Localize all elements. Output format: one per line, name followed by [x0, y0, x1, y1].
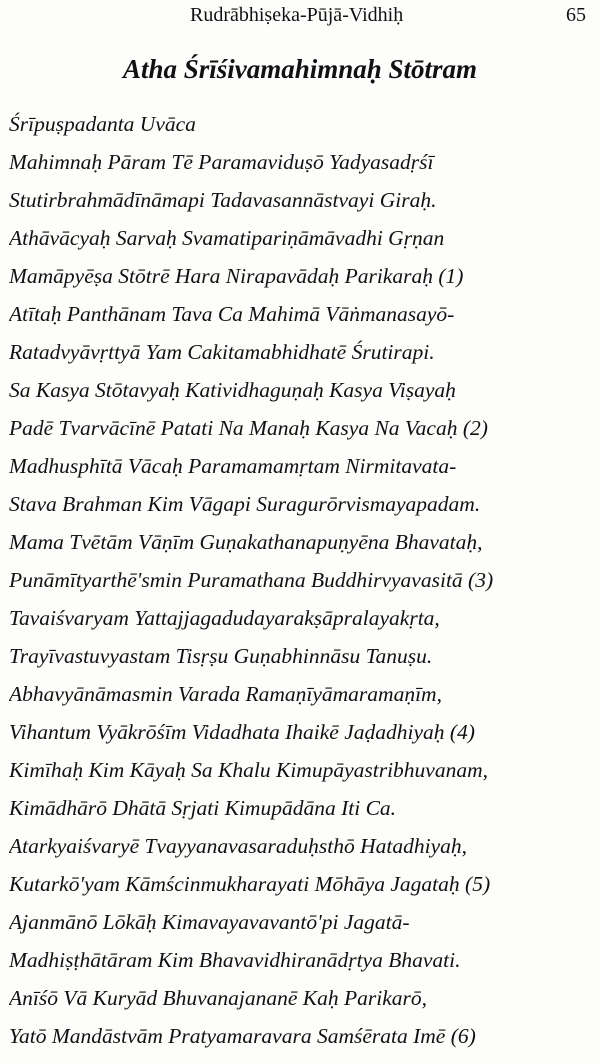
verse-line: Atītaḥ Panthānam Tava Ca Mahimā Vāṅmanasayō-	[9, 302, 455, 326]
verse-line: Athāvācyaḥ Sarvaḥ Svamatipariṇāmāvadhi Gṛṇan	[9, 226, 445, 250]
verse-line: Punāmītyarthē'smin Puramathana Buddhirvyavasitā (3)	[9, 568, 494, 592]
stotra-title: Atha Śrīśivamahimnaḥ Stōtram	[122, 54, 478, 84]
verse-line: Madhusphītā Vācaḥ Paramamamṛtam Nirmitavata-	[9, 454, 457, 478]
verse-line: Sa Kasya Stōtavyaḥ Katividhaguṇaḥ Kasya Viṣayaḥ	[9, 378, 456, 402]
verse-line: Trayīvastuvyastam Tisṛṣu Guṇabhinnāsu Tanuṣu.	[9, 644, 433, 668]
running-title: Rudrābhiṣeka-Pūjā-Vidhiḥ	[190, 4, 404, 26]
verse-line: Stava Brahman Kim Vāgapi Suragurōrvismayapadam.	[9, 492, 481, 516]
verse-line: Kimādhārō Dhātā Sṛjati Kimupādāna Iti Ca.	[9, 796, 397, 820]
running-header	[0, 2, 600, 32]
verse-line: Śrīpuṣpadanta Uvāca	[9, 112, 196, 136]
verse-line: Stutirbrahmādīnāmapi Tadavasannāstvayi Giraḥ.	[9, 188, 437, 212]
verse-line: Madhiṣṭhātāram Kim Bhavavidhiranādṛtya Bhavati.	[9, 948, 461, 972]
verse-list	[9, 108, 597, 1058]
verse-line: Anīśō Vā Kuryād Bhuvanajananē Kaḥ Parikarō,	[9, 986, 428, 1010]
verse-line: Ratadvyāvṛttyā Yam Cakitamabhidhatē Śrutirapi.	[9, 340, 435, 364]
verse-line: Mama Tvētām Vāṇīm Guṇakathanapuṇyēna Bhavataḥ,	[9, 530, 483, 554]
verse-line: Atarkyaiśvaryē Tvayyanavasaraduḥsthō Hatadhiyaḥ,	[9, 834, 467, 858]
verse-line: Vihantum Vyākrōśīm Vidadhata Ihaikē Jaḍadhiyaḥ (4)	[9, 720, 475, 744]
verse-line: Padē Tvarvācīnē Patati Na Manaḥ Kasya Na Vacaḥ (2)	[9, 416, 488, 440]
verse-line: Ajanmānō Lōkāḥ Kimavayavavantō'pi Jagatā-	[9, 910, 410, 934]
verse-line: Kutarkō'yam Kāmścinmukharayati Mōhāya Jagataḥ (5)	[9, 872, 491, 896]
verse-line: Mahimnaḥ Pāram Tē Paramaviduṣō Yadyasadṛśī	[9, 150, 434, 174]
verse-line: Yatō Mandāstvām Pratyamaravara Samśērata Imē (6)	[9, 1024, 476, 1048]
page-number: 65	[566, 4, 586, 26]
verse-line: Abhavyānāmasmin Varada Ramaṇīyāmaramaṇīm,	[9, 682, 442, 706]
verse-line: Tavaiśvaryam Yattajjagadudayarakṣāpralayakṛta,	[9, 606, 440, 630]
verse-line: Mamāpyēṣa Stōtrē Hara Nirapavādaḥ Parikaraḥ (1)	[9, 264, 464, 288]
verse-line: Kimīhaḥ Kim Kāyaḥ Sa Khalu Kimupāyastribhuvanam,	[9, 758, 488, 782]
